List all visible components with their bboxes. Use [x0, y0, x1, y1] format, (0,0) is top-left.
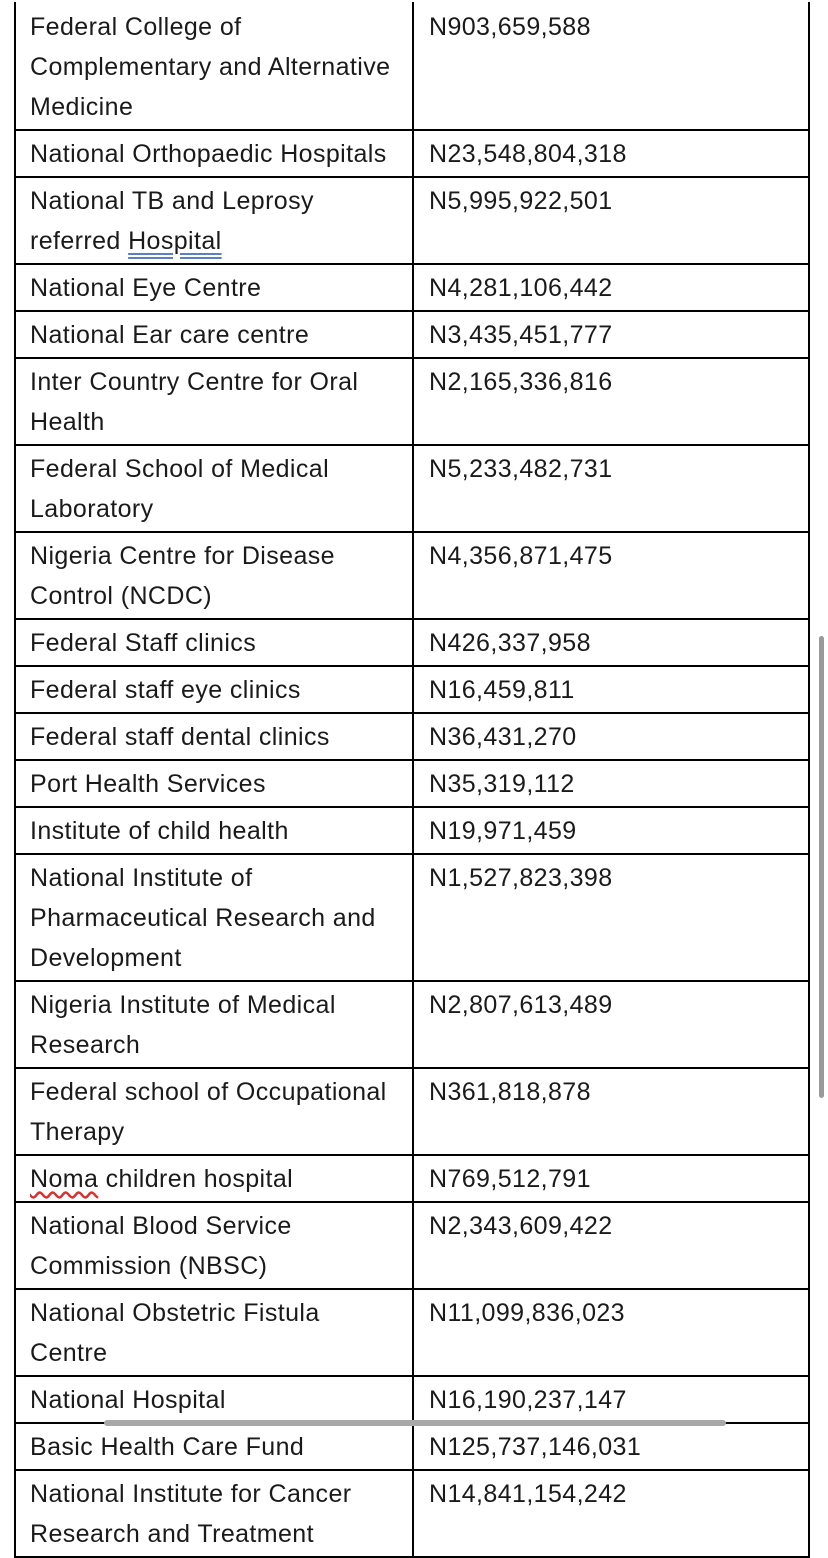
agency-name: Federal Staff clinics — [15, 619, 413, 666]
agency-name: Federal school of Occupational Therapy — [15, 1068, 413, 1155]
allocation-amount: N3,435,451,777 — [413, 311, 809, 358]
agency-name-text: children hospital — [98, 1165, 294, 1193]
agency-name: Institute of child health — [15, 807, 413, 854]
agency-name: Nigeria Institute of Medical Research — [15, 981, 413, 1068]
allocation-amount: N125,737,146,031 — [413, 1423, 809, 1470]
table-row — [15, 1289, 809, 1376]
allocation-amount: N16,459,811 — [413, 666, 809, 713]
allocation-amount: N35,319,112 — [413, 760, 809, 807]
table-row — [15, 807, 809, 854]
agency-name: National Institute for Cancer Research and Treatment — [15, 1470, 413, 1557]
table-row — [15, 666, 809, 713]
table-row — [15, 854, 809, 981]
agency-name: Port Health Services — [15, 760, 413, 807]
budget-allocation-table — [14, 2, 810, 1558]
agency-name: Basic Health Care Fund — [15, 1423, 413, 1470]
table-row — [15, 532, 809, 619]
allocation-amount: N36,431,270 — [413, 713, 809, 760]
allocation-amount: N5,233,482,731 — [413, 445, 809, 532]
table-row — [15, 713, 809, 760]
agency-name: Inter Country Centre for Oral Health — [15, 358, 413, 445]
allocation-amount: N903,659,588 — [413, 3, 809, 130]
agency-name: National Hospital — [15, 1376, 413, 1423]
agency-name-text: National TB and Leprosy referred — [30, 187, 314, 255]
allocation-amount: N14,841,154,242 — [413, 1470, 809, 1557]
allocation-amount: N16,190,237,147 — [413, 1376, 809, 1423]
table-row — [15, 619, 809, 666]
allocation-amount: N2,165,336,816 — [413, 358, 809, 445]
horizontal-scrollbar[interactable] — [104, 1420, 726, 1426]
table-row — [15, 3, 809, 130]
agency-name: National Obstetric Fistula Centre — [15, 1289, 413, 1376]
table-row — [15, 1423, 809, 1470]
agency-name: National Blood Service Commission (NBSC) — [15, 1202, 413, 1289]
agency-name: Federal College of Complementary and Alternative Medicine — [15, 3, 413, 130]
grammar-flagged-word[interactable]: Hospital — [128, 227, 222, 255]
table-row — [15, 1376, 809, 1423]
table-row — [15, 1068, 809, 1155]
table-row — [15, 311, 809, 358]
table-row — [15, 130, 809, 177]
agency-name: National Eye Centre — [15, 264, 413, 311]
allocation-amount: N19,971,459 — [413, 807, 809, 854]
spelling-flagged-word[interactable]: Noma — [30, 1165, 99, 1193]
allocation-amount: N1,527,823,398 — [413, 854, 809, 981]
allocation-amount: N361,818,878 — [413, 1068, 809, 1155]
table-row — [15, 1470, 809, 1557]
table-row — [15, 264, 809, 311]
allocation-amount: N426,337,958 — [413, 619, 809, 666]
agency-name: National Ear care centre — [15, 311, 413, 358]
allocation-amount: N11,099,836,023 — [413, 1289, 809, 1376]
table-row — [15, 1202, 809, 1289]
agency-name — [15, 1155, 413, 1202]
table-row — [15, 445, 809, 532]
allocation-amount: N2,807,613,489 — [413, 981, 809, 1068]
allocation-amount: N2,343,609,422 — [413, 1202, 809, 1289]
allocation-amount: N23,548,804,318 — [413, 130, 809, 177]
table-row — [15, 981, 809, 1068]
table-row — [15, 1155, 809, 1202]
agency-name: National Orthopaedic Hospitals — [15, 130, 413, 177]
vertical-scrollbar[interactable] — [819, 636, 824, 1098]
allocation-amount: N4,356,871,475 — [413, 532, 809, 619]
table-row — [15, 177, 809, 264]
allocation-amount: N769,512,791 — [413, 1155, 809, 1202]
agency-name — [15, 177, 413, 264]
table-row — [15, 760, 809, 807]
allocation-amount: N4,281,106,442 — [413, 264, 809, 311]
agency-name: Federal staff eye clinics — [15, 666, 413, 713]
agency-name: Federal School of Medical Laboratory — [15, 445, 413, 532]
agency-name: Federal staff dental clinics — [15, 713, 413, 760]
agency-name: National Institute of Pharmaceutical Research and Development — [15, 854, 413, 981]
agency-name: Nigeria Centre for Disease Control (NCDC) — [15, 532, 413, 619]
table-row — [15, 358, 809, 445]
allocation-amount: N5,995,922,501 — [413, 177, 809, 264]
